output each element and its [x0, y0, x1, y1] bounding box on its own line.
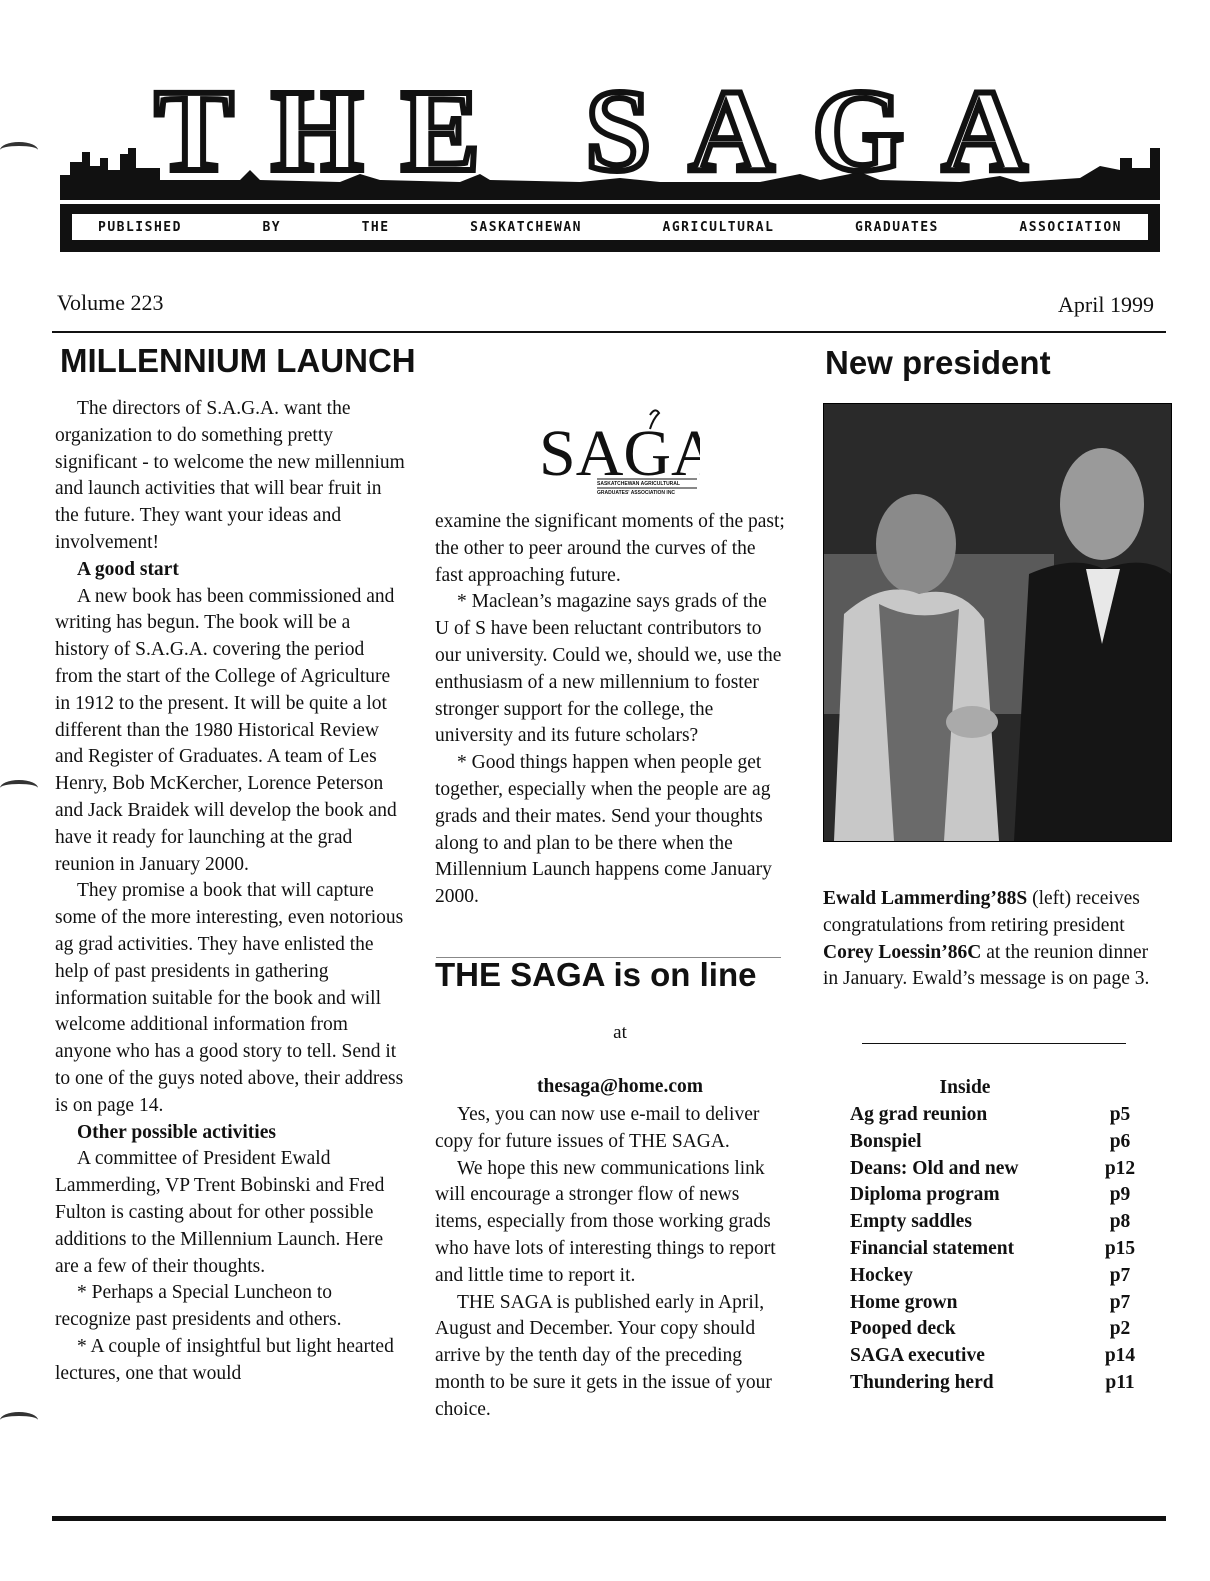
toc-item	[850, 1182, 1140, 1209]
punch-hole-mark	[0, 142, 38, 158]
caption-text-1: (left) receives congratulations from retiring president	[823, 888, 1140, 936]
publisher-word: GRADUATES	[854, 219, 939, 235]
online-paragraph: THE SAGA is published early in April, August and December. Your copy should arrive by the tenth day of the preceding month to be sure it gets in the issue of your choice.	[435, 1291, 772, 1420]
header-divider	[52, 331, 1166, 333]
toc-page: p11	[1105, 1371, 1135, 1393]
toc-item	[850, 1129, 1140, 1156]
toc-page: p8	[1109, 1211, 1131, 1233]
article-title-millennium-launch: MILLENNIUM LAUNCH	[60, 342, 416, 379]
toc-label: SAGA executive	[850, 1345, 985, 1367]
article-column-2	[435, 509, 785, 911]
toc-label: Empty saddles	[850, 1211, 972, 1233]
online-body	[435, 1102, 785, 1424]
toc-item	[850, 1343, 1140, 1370]
article-paragraph: A committee of President Ewald Lammerding, VP Trent Bobinski and Fred Fulton is casting about for other possible additions to the Millennium Launch. Here are a few of their thoughts.	[55, 1148, 385, 1277]
section-subheading: Other possible activities	[77, 1121, 276, 1143]
toc-page: p9	[1109, 1184, 1131, 1206]
logo-line-2: GRADUATES' ASSOCIATION INC	[597, 490, 676, 496]
caption-text	[823, 886, 1168, 993]
section-subheading: A good start	[77, 558, 179, 580]
toc-page: p7	[1109, 1264, 1131, 1286]
toc-item	[850, 1156, 1140, 1183]
toc-page: p7	[1109, 1291, 1131, 1313]
footer-rule	[52, 1516, 1166, 1521]
toc-page: p5	[1109, 1104, 1131, 1125]
article-paragraph: * Good things happen when people get together, especially when the people are ag grads and their mates. Send your thoughts along to and plan to be there when the Millennium Launch happens come January 2000.	[435, 752, 772, 908]
masthead-title-art	[60, 70, 1160, 200]
online-email: thesaga@home.com	[537, 1076, 703, 1097]
article-paragraph: They promise a book that will capture some of the more interesting, even notorious ag grad activities. They have enlisted the help of past presidents in gathering information suitable for the book and will welcome additional information from anyone who has a good story to tell. Send it to one of the guys noted above, their address is on page 14.	[55, 880, 404, 1116]
photo-caption	[823, 886, 1168, 993]
publisher-word: SASKATCHEWAN	[470, 219, 583, 235]
toc-item	[850, 1290, 1140, 1317]
article-column-1	[55, 396, 405, 1387]
publisher-word: THE	[361, 219, 390, 235]
toc-page: p12	[1104, 1157, 1136, 1179]
toc-item	[850, 1370, 1140, 1397]
article-paragraph: examine the significant moments of the past; the other to peer around the curves of the fast approaching future.	[435, 511, 785, 586]
toc-label: Ag grad reunion	[850, 1104, 988, 1125]
toc-label: Home grown	[850, 1291, 958, 1313]
caption-name-1: Ewald Lammerding’88S	[823, 888, 1028, 909]
article-title-online: THE SAGA is on line	[435, 956, 757, 993]
punch-hole-mark	[0, 780, 38, 796]
inside-heading: Inside	[939, 1077, 991, 1098]
president-photo	[823, 403, 1172, 842]
inside-contents	[850, 1077, 1140, 1397]
saga-logo	[535, 405, 700, 500]
issue-date: April 1999	[1058, 292, 1154, 317]
logo-mark: SAGA	[539, 417, 700, 490]
toc-page: p6	[1109, 1130, 1131, 1152]
toc-label: Pooped deck	[850, 1318, 956, 1340]
toc-item	[850, 1316, 1140, 1343]
online-at: at	[613, 1022, 627, 1043]
article-paragraph: * A couple of insightful but light hearted lectures, one that would	[55, 1335, 394, 1384]
toc-label: Financial statement	[850, 1237, 1015, 1259]
online-paragraph: Yes, you can now use e-mail to deliver copy for future issues of THE SAGA.	[435, 1104, 760, 1152]
caption-divider	[862, 1043, 1126, 1044]
toc-label: Deans: Old and new	[850, 1157, 1019, 1179]
toc-page: p2	[1109, 1318, 1131, 1340]
caption-text-2: at the reunion dinner in January. Ewald’s message is on page 3.	[823, 941, 1150, 990]
toc-label: Thundering herd	[850, 1371, 994, 1393]
toc-label: Bonspiel	[850, 1130, 922, 1152]
toc-item	[850, 1102, 1140, 1129]
publisher-word: ASSOCIATION	[1019, 219, 1122, 235]
issue-volume: Volume 223	[57, 290, 164, 315]
masthead	[60, 70, 1160, 260]
toc-page: p14	[1104, 1345, 1136, 1367]
toc-page: p15	[1104, 1237, 1136, 1259]
publisher-word: AGRICULTURAL	[662, 219, 775, 235]
publisher-word: BY	[262, 219, 282, 235]
article-title-new-president: New president	[825, 344, 1051, 381]
article-paragraph: A new book has been commissioned and writing has begun. The book will be a history of S.A.G.A. covering the period from the start of the College of Agriculture in 1912 to the present. It will be quite a lot different than the 1980 Historical Review and Register of Graduates. A team of Les Henry, Bob McKercher, Lorence Peterson and Jack Braidek will develop the book and have it ready for launching at the grad reunion in January 2000.	[55, 585, 397, 875]
toc-item	[850, 1236, 1140, 1263]
inside-list	[850, 1102, 1140, 1397]
toc-label: Diploma program	[850, 1184, 1000, 1206]
punch-hole-mark	[0, 1412, 38, 1428]
masthead-title-text: THE SAGA	[154, 70, 1066, 196]
online-paragraph: We hope this new communications link will encourage a stronger flow of news items, especially from those working grads who have lots of interesting things to report and little time to report it.	[435, 1157, 776, 1286]
publisher-bar	[60, 204, 1160, 252]
logo-line-1: SASKATCHEWAN AGRICULTURAL	[597, 481, 680, 487]
article-paragraph: * Maclean’s magazine says grads of the U of S have been reluctant contributors to our university. Could we, should we, use the enthusiasm of a new millennium to foster stronger support for the college, the university and its future scholars?	[435, 591, 782, 747]
skyline-graphic	[60, 70, 1160, 200]
toc-item	[850, 1209, 1140, 1236]
article-paragraph: * Perhaps a Special Luncheon to recognize past presidents and others.	[55, 1282, 342, 1331]
caption-name-2: Corey Loessin’86C	[823, 941, 982, 963]
article-paragraph: The directors of S.A.G.A. want the organization to do something pretty significant - to welcome the new millennium and launch activities that will bear fruit in the future. They want your ideas and involvement!	[55, 398, 405, 553]
publisher-word: PUBLISHED	[98, 219, 182, 235]
toc-item	[850, 1263, 1140, 1290]
toc-label: Hockey	[850, 1264, 913, 1286]
